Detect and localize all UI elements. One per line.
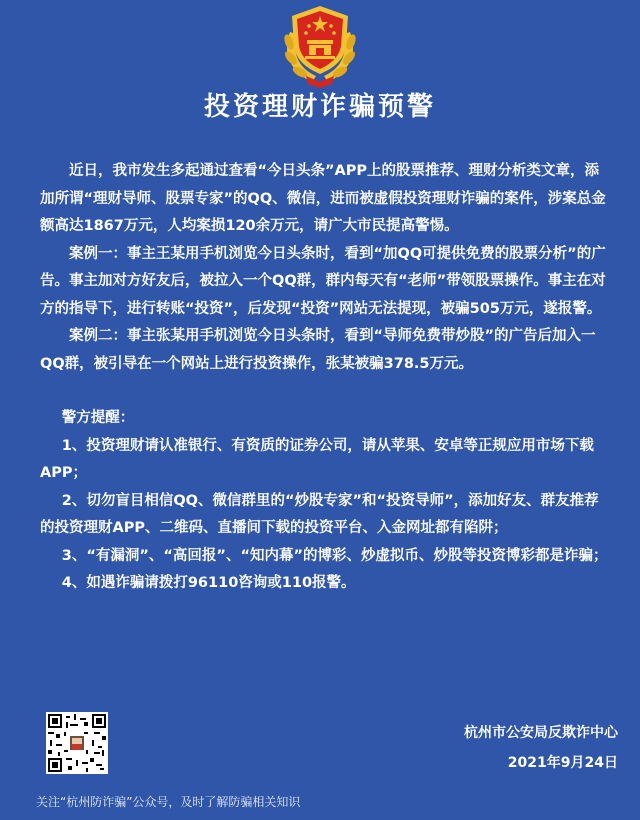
issue-date: 2021年9月24日 xyxy=(507,755,618,771)
tip-item: 1、投资理财请认准银行、有资质的证券公司，请从苹果、安卓等正规应用市场下载APP； xyxy=(40,437,594,481)
issuing-organization: 杭州市公安局反欺诈中心 xyxy=(464,725,618,741)
page-title: 投资理财诈骗预警 xyxy=(203,92,436,122)
tip-item: 4、如遇诈骗请拨打96110咨询或110报警。 xyxy=(61,575,356,591)
qr-code-icon xyxy=(46,712,108,774)
tips-heading: 警方提醒： xyxy=(61,410,135,426)
intro-paragraph: 近日，我市发生多起通过查看“今日头条”APP上的股票推荐、理财分析类文章，添加所谓“理财导师、股票专家”的QQ、微信，进而被虚假投资理财诈骗的案件，涉案总金额高达1867万元，人均案损120余万元，请广大市民提高警惕。 xyxy=(40,163,606,234)
case-2-paragraph: 案例二：事主张某用手机浏览今日头条时，看到“导师免费带炒股”的广告后加入一QQ群，被引导在一个网站上进行投资操作，张某被骗378.5万元。 xyxy=(40,328,596,372)
police-badge-icon xyxy=(276,2,364,88)
tip-item: 2、切勿盲目相信QQ、微信群里的“炒股专家”和“投资导师”，添加好友、群友推荐的投资理财APP、二维码、直播间下载的投资平台、入金网址都有陷阱； xyxy=(40,492,599,536)
police-tips xyxy=(40,405,612,598)
notice-content xyxy=(40,158,612,598)
case-1-paragraph: 案例一：事主王某用手机浏览今日头条时，看到“加QQ可提供免费的股票分析”的广告。事主加对方好友后，被拉入一个QQ群，群内每天有“老师”带领股票操作。事主在对方的指导下，进行转账“投资”，后发现“投资”网站无法提现，被骗505万元，遂报警。 xyxy=(40,245,606,317)
footer-caption: 关注“杭州防诈骗”公众号，及时了解防骗相关知识 xyxy=(36,795,301,809)
tip-item: 3、“有漏洞”、“高回报”、“知内幕”的博彩、炒虚拟币、炒股等投资博彩都是诈骗； xyxy=(61,547,608,564)
